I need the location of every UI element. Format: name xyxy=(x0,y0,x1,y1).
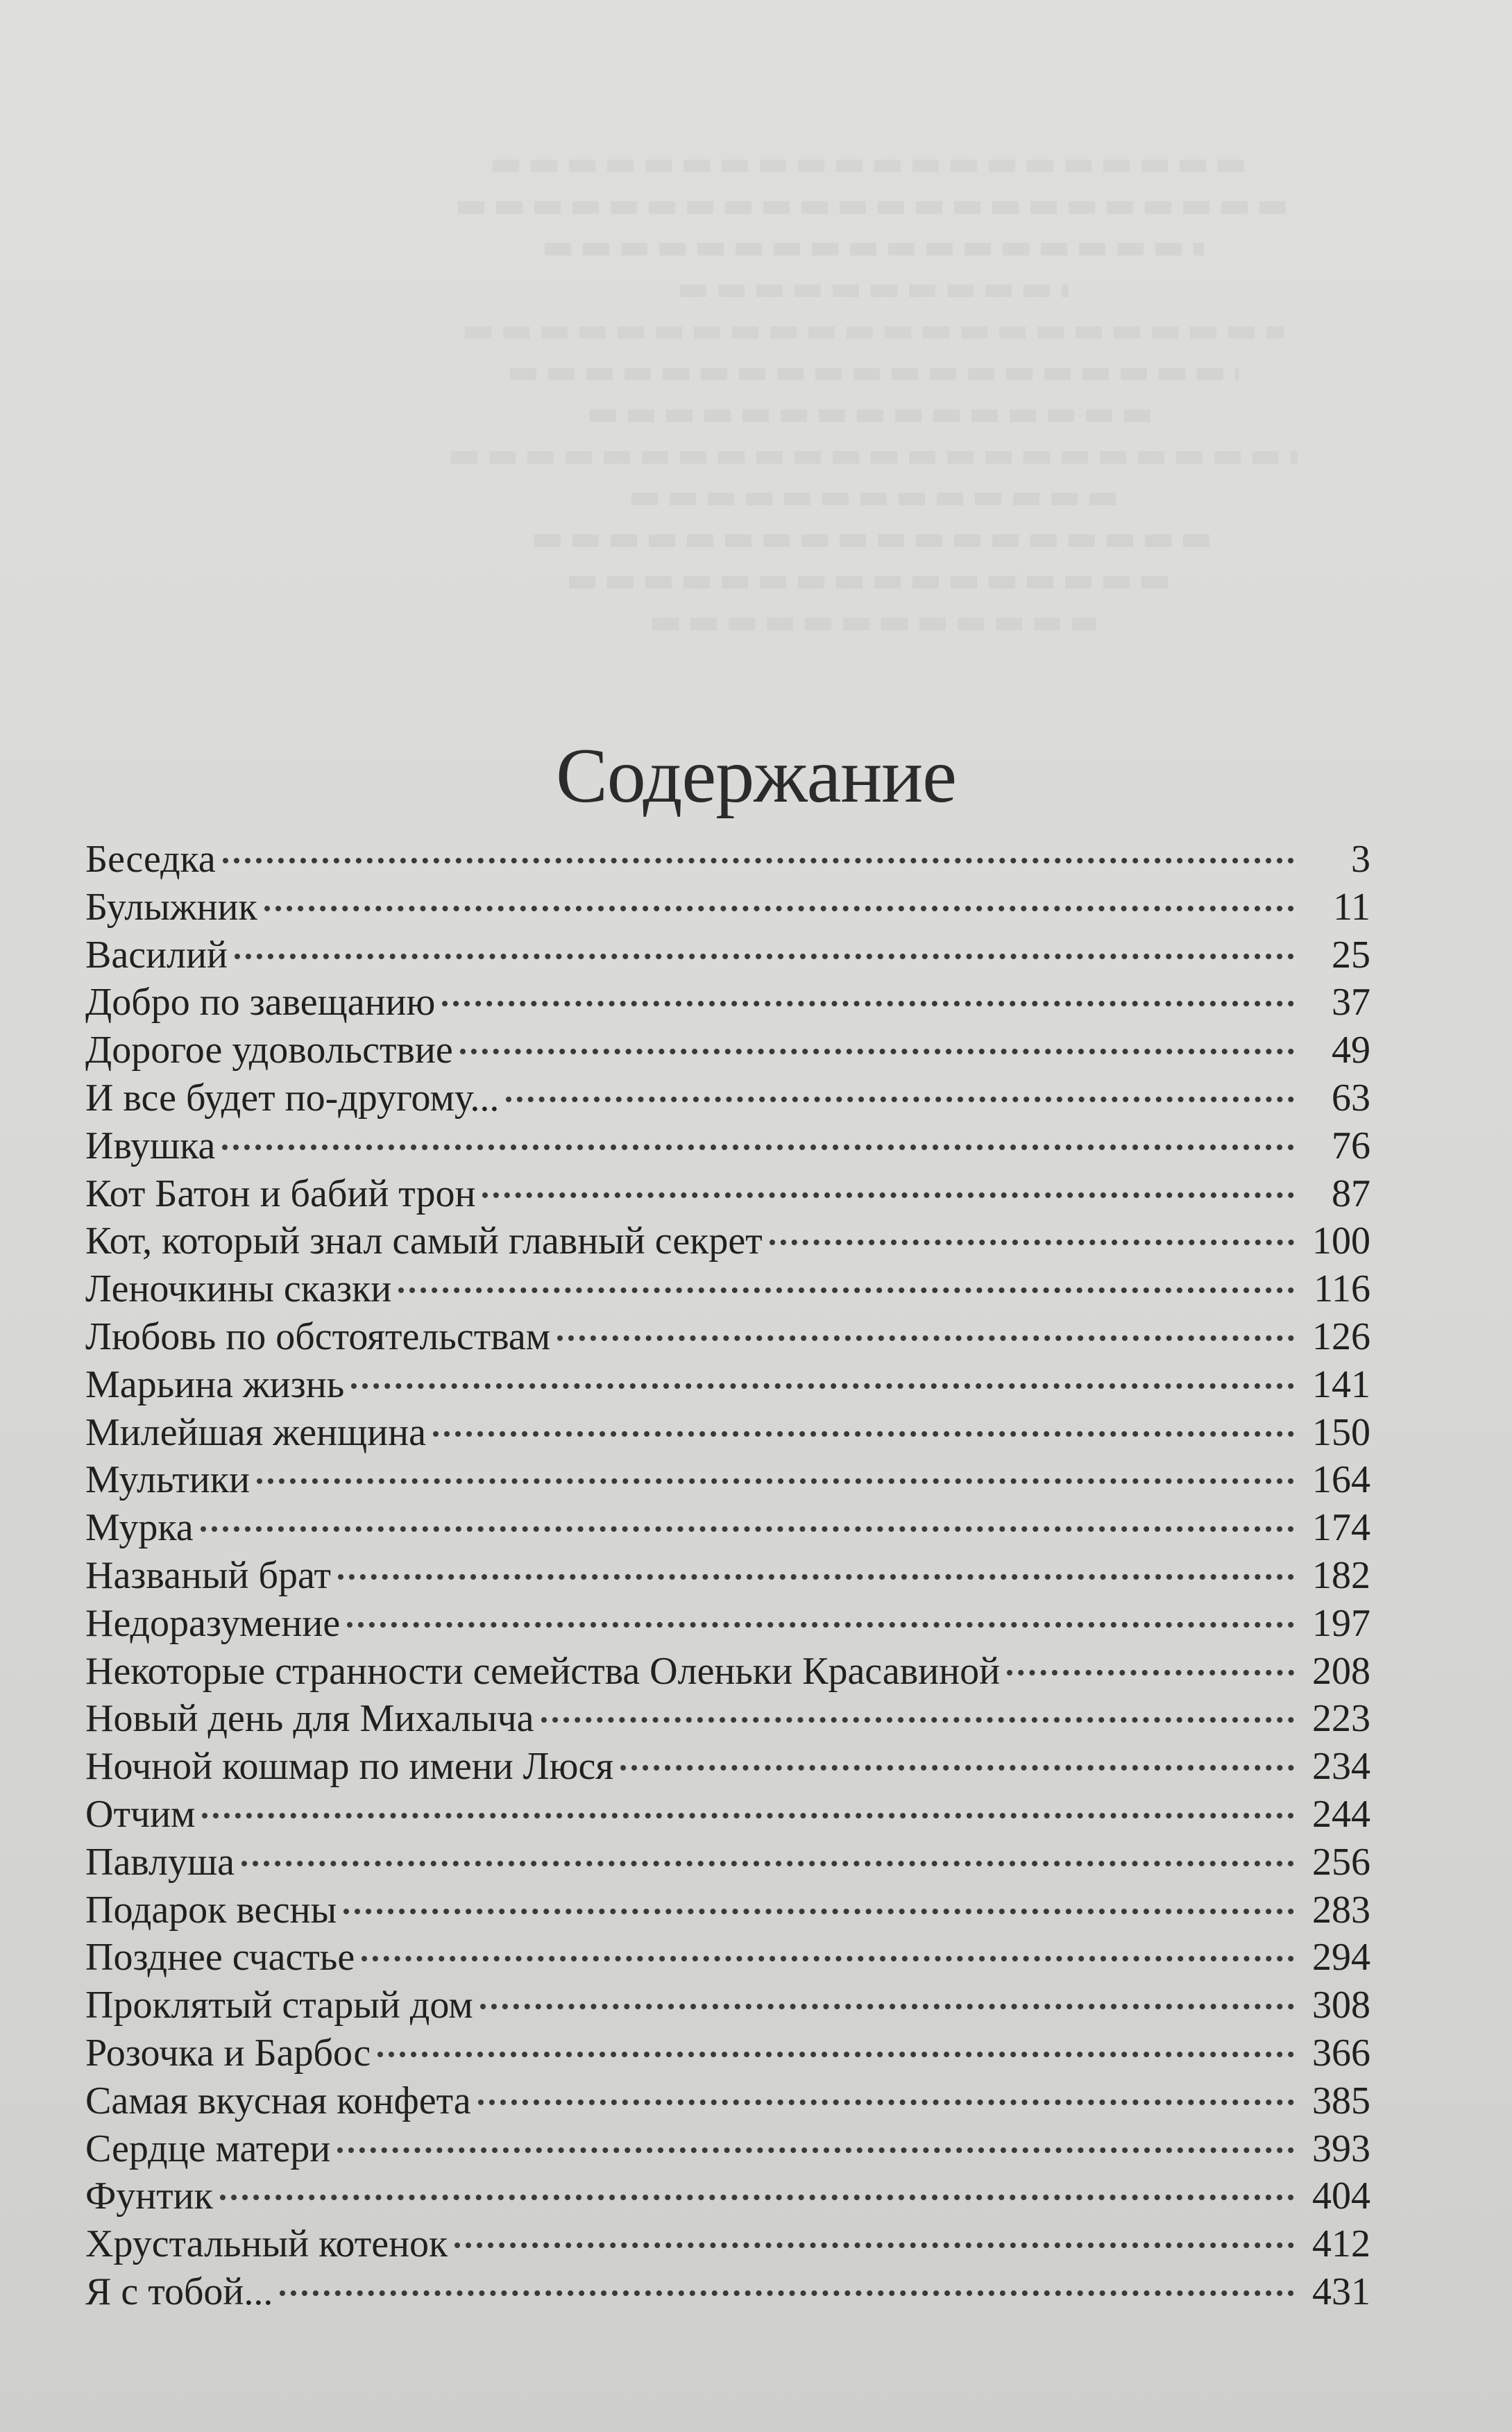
toc-entry-title: Милейшая женщина xyxy=(85,1410,426,1454)
toc-entry-title: Отчим xyxy=(85,1792,196,1836)
dot-leader xyxy=(541,1717,1295,1723)
toc-page-number: 174 xyxy=(1312,1506,1370,1550)
toc-entry-title: Розочка и Барбос xyxy=(85,2031,371,2075)
toc-entry-23[interactable] xyxy=(85,1886,1370,1934)
toc-page-number: 37 xyxy=(1332,981,1370,1024)
toc-entry-4[interactable] xyxy=(85,979,1370,1027)
dot-leader xyxy=(433,1431,1294,1437)
toc-entry-title: Беседка xyxy=(85,838,216,881)
dot-leader xyxy=(343,1909,1294,1914)
dot-leader xyxy=(202,1813,1294,1818)
toc-entry-title: Позднее счастье xyxy=(85,1936,355,1979)
dot-leader xyxy=(362,1956,1294,1961)
toc-entry-6[interactable] xyxy=(85,1074,1370,1122)
toc-entry-title: Самая вкусная конфета xyxy=(85,2079,471,2122)
toc-entry-28[interactable] xyxy=(85,2125,1370,2173)
toc-entry-title: Подарок весны xyxy=(85,1888,337,1932)
toc-entry-title: Кот Батон и бабий трон xyxy=(85,1172,476,1215)
toc-entry-title: Недоразумение xyxy=(85,1601,341,1645)
show-through-text xyxy=(389,160,1360,736)
toc-page-number: 385 xyxy=(1312,2079,1370,2122)
toc-page-number: 208 xyxy=(1312,1649,1370,1693)
toc-page-number: 116 xyxy=(1314,1267,1370,1311)
dot-leader xyxy=(620,1765,1294,1771)
toc-entry-25[interactable] xyxy=(85,1982,1370,2029)
toc-entry-title: Любовь по обстоятельствам xyxy=(85,1315,551,1358)
dot-leader xyxy=(478,2100,1294,2105)
dot-leader xyxy=(347,1622,1294,1628)
toc-page-number: 76 xyxy=(1332,1124,1370,1167)
toc-entry-title: Сердце матери xyxy=(85,2127,331,2170)
toc-page-number: 197 xyxy=(1312,1601,1370,1645)
toc-entry-title: Добро по завещанию xyxy=(85,981,436,1024)
toc-page-number: 412 xyxy=(1312,2222,1370,2266)
dot-leader xyxy=(351,1383,1294,1389)
dot-leader xyxy=(337,2147,1294,2153)
toc-page-number: 431 xyxy=(1312,2270,1370,2313)
toc-page-number: 234 xyxy=(1312,1745,1370,1789)
toc-entry-13[interactable] xyxy=(85,1409,1370,1457)
toc-entry-10[interactable] xyxy=(85,1265,1370,1313)
toc-entry-16[interactable] xyxy=(85,1552,1370,1600)
toc-entry-19[interactable] xyxy=(85,1695,1370,1743)
toc-entry-title: Новый день для Михалыча xyxy=(85,1697,534,1741)
dot-leader xyxy=(201,1526,1294,1532)
toc-entry-21[interactable] xyxy=(85,1791,1370,1839)
dot-leader xyxy=(222,1145,1294,1150)
toc-entry-title: Хрустальный котенок xyxy=(85,2222,448,2266)
dot-leader xyxy=(1007,1670,1294,1675)
toc-entry-26[interactable] xyxy=(85,2029,1370,2077)
toc-entry-11[interactable] xyxy=(85,1313,1370,1361)
toc-entry-title: Мультики xyxy=(85,1458,250,1502)
toc-entry-title: И все будет по-другому... xyxy=(85,1076,500,1120)
dot-leader xyxy=(482,1192,1294,1198)
contents-title: Содержание xyxy=(556,733,956,819)
toc-entry-title: Фунтик xyxy=(85,2175,213,2218)
dot-leader xyxy=(460,1049,1294,1054)
toc-entry-2[interactable] xyxy=(85,884,1370,931)
toc-entry-31[interactable] xyxy=(85,2268,1370,2316)
toc-page-number: 126 xyxy=(1312,1315,1370,1358)
toc-entry-9[interactable] xyxy=(85,1217,1370,1265)
toc-page-number: 87 xyxy=(1332,1172,1370,1215)
toc-page-number: 404 xyxy=(1312,2175,1370,2218)
dot-leader xyxy=(257,1478,1294,1484)
toc-page-number: 366 xyxy=(1312,2031,1370,2075)
toc-page-number: 182 xyxy=(1312,1553,1370,1597)
toc-page-number: 244 xyxy=(1312,1792,1370,1836)
toc-page-number: 63 xyxy=(1332,1076,1370,1120)
toc-page-number: 256 xyxy=(1312,1840,1370,1884)
dot-leader xyxy=(770,1240,1294,1245)
toc-page-number: 3 xyxy=(1351,838,1370,881)
dot-leader xyxy=(338,1574,1294,1580)
toc-entry-18[interactable] xyxy=(85,1648,1370,1696)
dot-leader xyxy=(398,1287,1294,1293)
toc-entry-7[interactable] xyxy=(85,1122,1370,1170)
toc-entry-12[interactable] xyxy=(85,1361,1370,1409)
toc-entry-title: Василий xyxy=(85,933,228,977)
dot-leader xyxy=(557,1335,1294,1341)
toc-page-number: 294 xyxy=(1312,1936,1370,1979)
dot-leader xyxy=(264,906,1294,911)
dot-leader xyxy=(480,2004,1294,2009)
table-of-contents xyxy=(85,836,1370,2316)
toc-entry-title: Марьина жизнь xyxy=(85,1362,345,1406)
toc-page-number: 393 xyxy=(1312,2127,1370,2170)
toc-entry-title: Проклятый старый дом xyxy=(85,1984,473,2027)
toc-page-number: 283 xyxy=(1312,1888,1370,1932)
toc-entry-title: Названый брат xyxy=(85,1553,331,1597)
toc-page-number: 100 xyxy=(1312,1219,1370,1263)
toc-entry-30[interactable] xyxy=(85,2220,1370,2268)
toc-page-number: 11 xyxy=(1333,885,1370,929)
toc-entry-title: Мурка xyxy=(85,1506,194,1550)
toc-entry-title: Кот, который знал самый главный секрет xyxy=(85,1219,763,1263)
toc-entry-title: Дорогое удовольствие xyxy=(85,1029,453,1072)
toc-entry-8[interactable] xyxy=(85,1170,1370,1218)
toc-entry-17[interactable] xyxy=(85,1600,1370,1648)
toc-entry-title: Ночной кошмар по имени Люся xyxy=(85,1745,614,1789)
dot-leader xyxy=(220,2195,1294,2200)
dot-leader xyxy=(280,2290,1294,2296)
toc-entry-title: Леночкины сказки xyxy=(85,1267,392,1311)
toc-page-number: 164 xyxy=(1312,1458,1370,1502)
toc-entry-29[interactable] xyxy=(85,2172,1370,2220)
dot-leader xyxy=(442,1001,1294,1006)
toc-entry-title: Некоторые странности семейства Оленьки Красавиной xyxy=(85,1649,1001,1693)
toc-entry-3[interactable] xyxy=(85,931,1370,979)
toc-entry-20[interactable] xyxy=(85,1743,1370,1791)
dot-leader xyxy=(223,858,1294,863)
dot-leader xyxy=(455,2243,1294,2248)
toc-entry-22[interactable] xyxy=(85,1839,1370,1886)
toc-entry-24[interactable] xyxy=(85,1934,1370,1982)
toc-page-number: 150 xyxy=(1312,1410,1370,1454)
toc-entry-15[interactable] xyxy=(85,1504,1370,1552)
toc-entry-1[interactable] xyxy=(85,836,1370,884)
toc-entry-27[interactable] xyxy=(85,2077,1370,2125)
toc-page-number: 49 xyxy=(1332,1029,1370,1072)
dot-leader xyxy=(241,1861,1294,1866)
toc-entry-title: Я с тобой... xyxy=(85,2270,273,2313)
toc-page-number: 223 xyxy=(1312,1697,1370,1741)
toc-entry-title: Булыжник xyxy=(85,885,257,929)
toc-page-number: 141 xyxy=(1312,1362,1370,1406)
dot-leader xyxy=(377,2052,1294,2057)
toc-entry-title: Павлуша xyxy=(85,1840,235,1884)
toc-entry-title: Ивушка xyxy=(85,1124,216,1167)
toc-page-number: 308 xyxy=(1312,1984,1370,2027)
dot-leader xyxy=(506,1097,1294,1102)
dot-leader xyxy=(235,954,1294,959)
toc-entry-5[interactable] xyxy=(85,1027,1370,1074)
toc-page-number: 25 xyxy=(1332,933,1370,977)
toc-entry-14[interactable] xyxy=(85,1456,1370,1504)
